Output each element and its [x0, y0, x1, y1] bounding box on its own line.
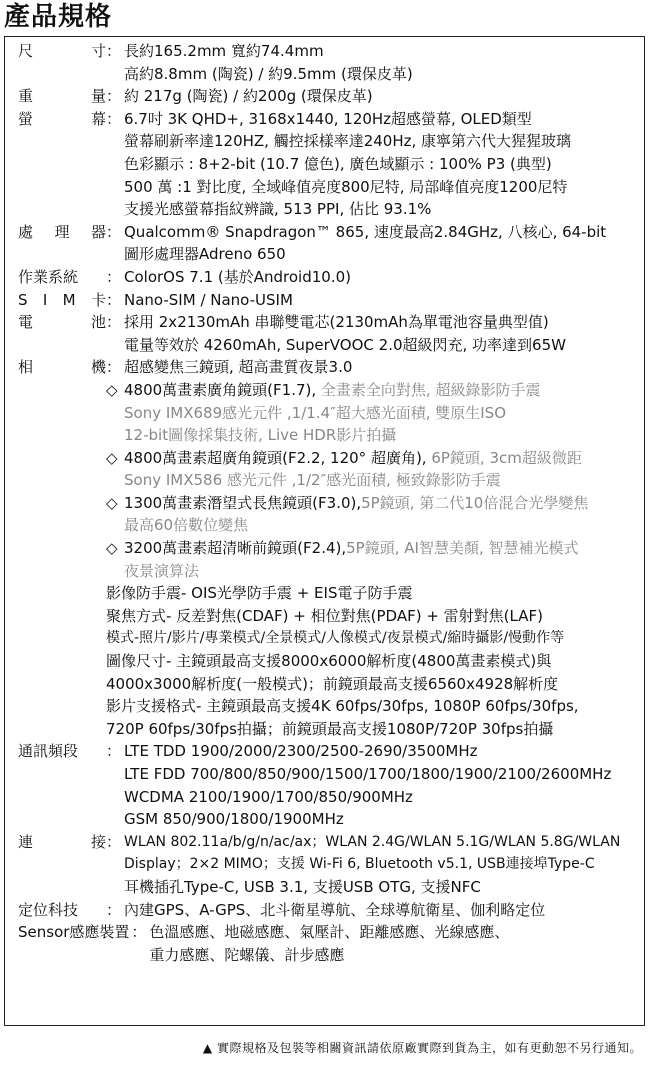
spec-value-location [124, 899, 646, 922]
spec-row-sim [18, 289, 646, 312]
label-char: 器 [90, 222, 106, 241]
spec-label-weight [18, 85, 106, 108]
camera-lens-item [18, 537, 646, 582]
colon: ： [106, 742, 122, 761]
spec-value-sim [124, 289, 646, 312]
spec-row-connectivity [18, 831, 646, 899]
spec-label-connectivity [18, 831, 106, 899]
diamond-bullet-icon: ◇ [106, 539, 118, 558]
spec-value-weight [124, 85, 646, 108]
spec-row-battery [18, 311, 646, 356]
value-line: 內建GPS、A-GPS、北斗衛星導航、全球導航衛星、伽利略定位 [124, 900, 546, 919]
spec-row-processor [18, 221, 646, 266]
camera-extra-line: 影片支援格式- 主鏡頭最高支援4K 60fps/30fps, 1080P 60fps/30fps, [106, 697, 579, 716]
lens-detail-line: 夜景演算法 [124, 561, 200, 580]
spec-value-connectivity [124, 831, 646, 899]
label-char: 電 [18, 313, 34, 332]
colon: ： [131, 923, 147, 942]
value-line: Qualcomm® Snapdragon™ 865, 速度最高2.84GHz, 八核心, 64-bit [124, 222, 607, 241]
lens-detail-line: 最高60倍數位變焦 [124, 516, 249, 535]
diamond-bullet-icon: ◇ [106, 493, 118, 512]
spec-row-size [18, 40, 646, 85]
label-char: 尺 [18, 42, 34, 60]
value-line: 色溫感應、地磁感應、氣壓計、距離感應、光線感應、 [149, 923, 510, 942]
spec-label-sensor: Sensor感應裝置 [18, 923, 130, 942]
spec-value-screen [124, 108, 646, 221]
spec-value-processor [124, 221, 646, 266]
spec-label-location [18, 899, 106, 922]
colon: ： [106, 313, 122, 332]
value-line: 採用 2x2130mAh 串聯雙電芯(2130mAh為單電池容量典型值) [124, 313, 549, 332]
label-char: 幕 [90, 109, 106, 128]
colon: ： [106, 290, 122, 309]
value-line: 500 萬 :1 對比度, 全域峰值亮度800尼特, 局部峰值亮度1200尼特 [124, 177, 568, 196]
lens-detail-line: 12-bit圖像採集技術, Live HDR影片拍攝 [124, 426, 397, 445]
label-char: 理 [54, 222, 70, 241]
label-char: 機 [90, 358, 106, 377]
camera-extra-line: 圖像尺寸- 主鏡頭最高支援8000x6000解析度(4800萬畫素模式)與 [106, 652, 552, 671]
lens-detail: 全畫素全向對焦, 超級錄影防手震 [316, 380, 541, 399]
lens-detail: 6P鏡頭, 3cm超級微距 [426, 448, 582, 467]
lens-line [18, 379, 646, 402]
spec-row-bands [18, 740, 646, 830]
label-char: 量 [90, 87, 106, 106]
spec-row-screen [18, 108, 646, 221]
colon: ： [106, 900, 122, 919]
label-text: 作業系統 [18, 267, 79, 286]
spec-value-battery [124, 311, 646, 356]
value-line: Display；2×2 MIMO；支援 Wi-Fi 6, Bluetooth v5.1, USB連接埠Type-C [124, 856, 595, 873]
lens-line [18, 492, 646, 515]
spec-label-battery [18, 311, 106, 356]
label-char: 連 [18, 832, 34, 851]
disclaimer-note [203, 1040, 642, 1056]
value-line: LTE TDD 1900/2000/2300/2500-2690/3500MHz [124, 742, 478, 761]
value-line: 超感變焦三鏡頭, 超高畫質夜景3.0 [124, 358, 353, 377]
spec-value-bands [124, 740, 646, 830]
spec-label-os [18, 266, 106, 289]
spec-label-screen [18, 108, 106, 221]
value-line: 6.7吋 3K QHD+, 3168x1440, 120Hz超感螢幕, OLED類型 [124, 109, 532, 128]
diamond-bullet-icon: ◇ [106, 380, 118, 399]
spec-value-size [124, 40, 646, 85]
value-line: 螢幕刷新率達120HZ, 觸控採樣率達240Hz, 康寧第六代大猩猩玻璃 [124, 132, 572, 151]
value-line: 高約8.8mm (陶瓷) / 約9.5mm (環保皮革) [124, 64, 413, 83]
camera-extra-line: 影像防手震- OIS光學防手震 + EIS電子防手震 [106, 584, 413, 603]
colon: ： [106, 358, 122, 377]
value-line: GSM 850/900/1800/1900MHz [124, 810, 344, 829]
value-line: 電量等效於 4260mAh, SuperVOOC 2.0超級閃充, 功率達到65W [124, 335, 566, 354]
lens-detail-line: Sony IMX689感光元件 ,1/1.4″超大感光面積, 雙原生ISO [124, 403, 507, 422]
lens-line [18, 447, 646, 470]
label-char: 池 [90, 313, 106, 332]
spec-value-sensor [149, 921, 646, 966]
colon: ： [106, 109, 122, 128]
colon: ： [106, 42, 122, 60]
spec-row-weight [18, 85, 646, 108]
label-char: 重 [18, 87, 34, 106]
lens-main: 1300萬畫素潛望式長焦鏡頭(F3.0), [124, 493, 362, 512]
label-char: 相 [18, 358, 34, 377]
spec-row-os [18, 266, 646, 289]
label-char: 卡 [90, 290, 106, 309]
value-line: 重力感應、陀螺儀、計步感應 [149, 945, 345, 964]
label-char: 螢 [18, 109, 34, 128]
spec-row-sensor [18, 921, 646, 966]
camera-extra-line: 720P 60fps/30fps拍攝；前鏡頭最高支援1080P/720P 30fps拍攝 [106, 719, 554, 738]
lens-detail: 5P鏡頭, 第二代10倍混合光學變焦 [361, 493, 589, 512]
camera-extra-line: 模式-照片/影片/專業模式/全景模式/人像模式/夜景模式/縮時攝影/慢動作等 [106, 630, 565, 647]
camera-lens-list [18, 379, 646, 582]
lens-main: 3200萬畫素超清晰前鏡頭(F2.4), [124, 539, 347, 558]
camera-lens-item [18, 492, 646, 537]
value-line: WCDMA 2100/1900/1700/850/900MHz [124, 787, 413, 806]
spec-label-processor [18, 221, 106, 266]
lens-main: 4800萬畫素超廣角鏡頭(F2.2, 120° 超廣角), [124, 448, 427, 467]
label-char: S [18, 290, 28, 309]
value-line: LTE FDD 700/800/850/900/1500/1700/1800/1900/2100/2600MHz [124, 765, 612, 783]
label-char: 寸 [90, 42, 106, 60]
camera-extra-line: 4000x3000解析度(一般模式)；前鏡頭最高支援6560x4928解析度 [106, 674, 559, 693]
spec-label-sim [18, 289, 106, 312]
diamond-bullet-icon: ◇ [106, 448, 118, 467]
spec-value-camera-intro [124, 356, 646, 379]
label-char: 接 [90, 832, 106, 851]
spec-label-bands [18, 740, 106, 830]
camera-lens-item [18, 379, 646, 447]
value-line: 長約165.2mm 寬約74.4mm [124, 42, 324, 60]
colon: ： [106, 832, 122, 851]
colon: ： [106, 267, 122, 286]
lens-detail-line: Sony IMX586 感光元件 ,1/2″感光面積, 極致錄影防手震 [124, 471, 501, 490]
label-char: 處 [18, 222, 34, 241]
camera-extra-list [18, 582, 646, 740]
lens-detail: 5P鏡頭, AI智慧美顏, 智慧補光模式 [346, 539, 579, 558]
lens-line [18, 537, 646, 560]
label-char: I [42, 290, 48, 309]
value-line: ColorOS 7.1 (基於Android10.0) [124, 267, 351, 286]
label-char: M [62, 290, 76, 309]
value-line: 耳機插孔Type-C, USB 3.1, 支援USB OTG, 支援NFC [124, 877, 481, 896]
value-line: 約 217g (陶瓷) / 約200g (環保皮革) [124, 87, 373, 106]
label-text: 定位科技 [18, 900, 79, 919]
spec-row-camera [18, 356, 646, 379]
lens-main: 4800萬畫素廣角鏡頭(F1.7), [124, 380, 317, 399]
spec-label-size [18, 40, 106, 85]
page-title: 產品規格 [4, 2, 113, 32]
value-line: Nano-SIM / Nano-USIM [124, 290, 293, 309]
spec-label-camera [18, 356, 106, 379]
camera-lens-item [18, 447, 646, 492]
value-line: 色彩顯示 : 8+2-bit (10.7 億色), 廣色域顯示 : 100% P3 (典型) [124, 154, 552, 173]
colon: ： [106, 222, 122, 241]
triangle-warning-icon: ▲ [202, 1041, 213, 1055]
disclaimer-text: 實際規格及包裝等相關資訊請依原廠實際到貨為主，如有更動恕不另行通知。 [216, 1041, 642, 1055]
value-line: 支援光感螢幕指紋辨識, 513 PPI, 佔比 93.1% [124, 200, 432, 219]
value-line: 圖形處理器Adreno 650 [124, 245, 286, 264]
spec-list [18, 40, 646, 966]
spec-value-os [124, 266, 646, 289]
label-text: 通訊頻段 [18, 742, 79, 761]
camera-extra-line: 聚焦方式- 反差對焦(CDAF) + 相位對焦(PDAF) + 雷射對焦(LAF) [106, 606, 543, 625]
value-line: WLAN 802.11a/b/g/n/ac/ax；WLAN 2.4G/WLAN 5.1G/WLAN 5.8G/WLAN [124, 833, 621, 850]
colon: ： [106, 87, 122, 106]
spec-row-location [18, 899, 646, 922]
